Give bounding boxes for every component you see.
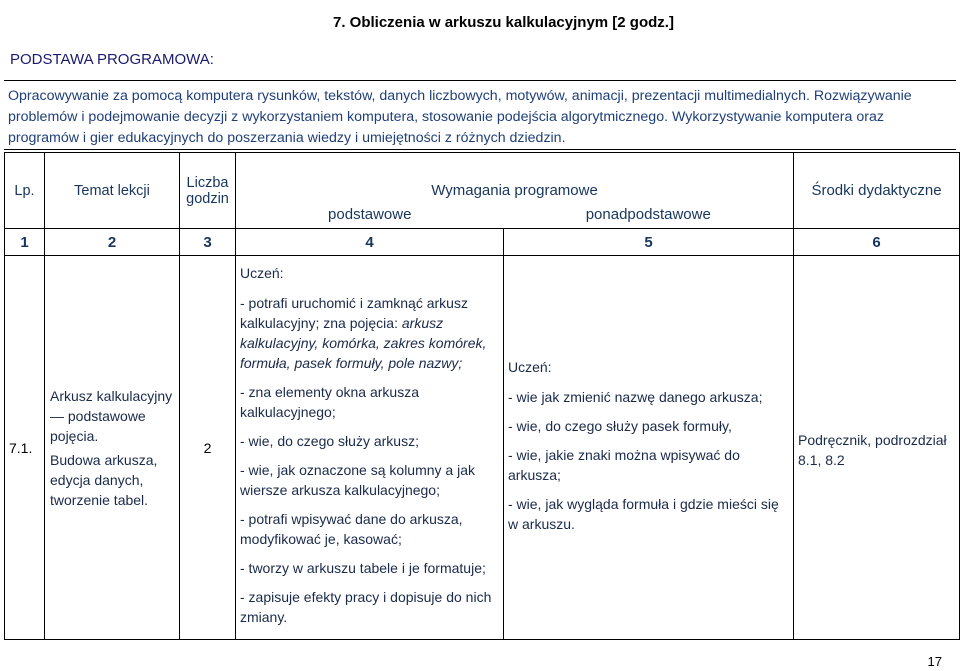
lesson-topic bbox=[45, 256, 180, 640]
column-number: 3 bbox=[180, 229, 236, 256]
lesson-number: 7.1. bbox=[5, 256, 45, 640]
column-number: 2 bbox=[45, 229, 180, 256]
podstawa-text: Opracowywanie za pomocą komputera rysunków, tekstów, danych liczbowych, motywów, animacji, prezentacji multimedialnych. Rozwiązywanie problemów i podejmowanie decyzji z wykorzystaniem komputera, stosowanie podejścia algorytmicznego. Wykorzystywanie komputera oraz programów i gier edukacyjnych do poszerzania wiedzy i umiejętności z różnych dziedzin. bbox=[4, 80, 956, 150]
basic-item: - wie, do czego służy arkusz; bbox=[240, 433, 419, 449]
basic-item: - potrafi wpisywać dane do arkusza, modyfikować je, kasować; bbox=[240, 511, 463, 547]
advanced-item: - wie, jakie znaki można wpisywać do arkusza; bbox=[508, 446, 740, 483]
header-temat: Temat lekcji bbox=[45, 153, 180, 229]
topic-line-2: Budowa arkusza, edycja danych, tworzenie tabel. bbox=[50, 451, 158, 508]
header-liczba-godzin: Liczba godzin bbox=[180, 153, 236, 229]
advanced-item: - wie jak zmienić nazwę danego arkusza; bbox=[508, 388, 763, 405]
basic-item: - tworzy w arkuszu tabele i je formatuje; bbox=[240, 560, 486, 576]
basic-intro: Uczeń: bbox=[240, 265, 284, 281]
requirements-basic bbox=[236, 256, 504, 640]
advanced-item: - wie, do czego służy pasek formuły, bbox=[508, 417, 732, 434]
column-numbers-row bbox=[5, 229, 960, 256]
advanced-item: - wie, jak wygląda formuła i gdzie mieści się w arkuszu. bbox=[508, 495, 779, 532]
basic-item: - wie, jak oznaczone są kolumny a jak wiersze arkusza kalkulacyjnego; bbox=[240, 462, 475, 498]
lesson-row bbox=[5, 256, 960, 640]
basic-item: - zapisuje efekty pracy i dopisuje do nich zmiany. bbox=[240, 589, 492, 625]
header-lp: Lp. bbox=[5, 153, 45, 229]
column-number: 1 bbox=[5, 229, 45, 256]
advanced-intro: Uczeń: bbox=[508, 358, 552, 375]
header-podstawowe: podstawowe bbox=[236, 201, 504, 229]
header-ponadpodstawowe: ponadpodstawowe bbox=[504, 201, 794, 229]
basic-item bbox=[240, 293, 499, 373]
column-number: 5 bbox=[504, 229, 794, 256]
basic-terms: arkusz kalkulacyjny, komórka, zakres komórek, formuła, pasek formuły, pole nazwy; bbox=[240, 315, 487, 371]
requirements-advanced bbox=[504, 256, 794, 640]
basic-item: - zna elementy okna arkusza kalkulacyjnego; bbox=[240, 384, 419, 420]
header-srodki: Środki dydaktyczne bbox=[794, 153, 960, 229]
podstawa-label: PODSTAWA PROGRAMOWA: bbox=[10, 51, 214, 68]
teaching-aids: Podręcznik, podrozdział 8.1, 8.2 bbox=[794, 256, 960, 640]
header-wymagania: Wymagania programowe bbox=[236, 153, 794, 201]
basic-item-text: - potrafi uruchomić i zamknąć arkusz kalkulacyjny; zna pojęcia: bbox=[240, 295, 468, 331]
column-number: 6 bbox=[794, 229, 960, 256]
column-number: 4 bbox=[236, 229, 504, 256]
page-number: 17 bbox=[927, 654, 942, 669]
topic-line-1: Arkusz kalkulacyjny — podstawowe pojęcia. bbox=[50, 387, 173, 444]
section-title: 7. Obliczenia w arkuszu kalkulacyjnym [2 godz.] bbox=[333, 14, 674, 31]
lesson-hours: 2 bbox=[180, 256, 236, 640]
curriculum-table bbox=[4, 152, 960, 640]
